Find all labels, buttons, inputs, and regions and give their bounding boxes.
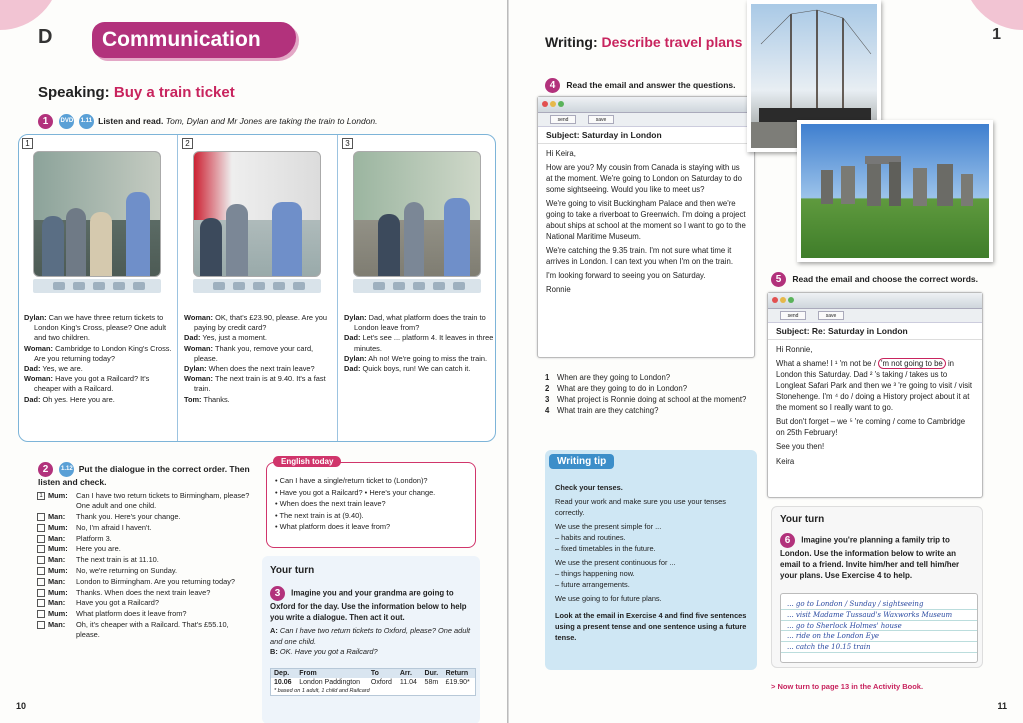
frame-number: 2 bbox=[182, 138, 193, 149]
speaker: Man: bbox=[48, 598, 66, 608]
speaker: Man: bbox=[48, 533, 66, 543]
speaker: Mum: bbox=[48, 587, 68, 597]
order-checkbox[interactable] bbox=[37, 621, 45, 629]
writing-tip-box bbox=[545, 450, 757, 670]
order-checkbox[interactable] bbox=[37, 610, 45, 618]
line-text: No, we're returning on Sunday. bbox=[76, 565, 178, 575]
list-item bbox=[37, 598, 252, 608]
line-text: Have you got a Railcard? bbox=[76, 598, 159, 608]
exercise-6-instruction: 6 Imagine you're planning a family trip to London. Use the information below to write an email to a friend. Invite him/her and tell him/her your plans. Use Exercise 4 to help. bbox=[780, 535, 960, 580]
order-checkbox[interactable] bbox=[37, 567, 45, 575]
video-still[interactable] bbox=[193, 151, 321, 277]
list-item: 1 When are they going to London? bbox=[545, 373, 671, 382]
list-item bbox=[37, 555, 252, 565]
speaker: Mum: bbox=[48, 544, 68, 554]
email-body: Hi Ronnie, What a shame! I ¹ 'm not be / 'm not going to be in London this Saturday. Dad ² 's taking / takes us to Longleat Safari Park and then we ³ 're going to visit / visit Stonehenge. I'm ⁴ do / doing a History project about it at the moment so I really want to go. But don't forget – we ⁵ 're coming / come to Cambridge on 25th February! See you then! Keira bbox=[776, 345, 973, 466]
exercise-number: 6 bbox=[780, 533, 795, 548]
exercise-1-instruction bbox=[38, 114, 378, 129]
email-toolbar bbox=[538, 113, 754, 127]
english-today-tag: English today bbox=[273, 456, 341, 467]
speaking-accent: Buy a train ticket bbox=[113, 84, 235, 101]
train-timetable: Dep. From To Arr. Dur. Return 10.06 London Paddington Oxford 11.04 58m £19.90* * based on 1 adult, 1 child and Railcard bbox=[270, 668, 476, 696]
speaker: Man: bbox=[48, 512, 66, 521]
section-letter: D bbox=[38, 26, 53, 48]
story-frame-1 bbox=[19, 135, 178, 441]
writing-tip-body: Check your tenses. Read your work and make sure you use your tenses correctly. We use the present simple for ... – habits and routines. – fixed timetables in the future. We use the present continuous for ... – things happening now. – future arrangements. We use going to for future plans. Look at the email in Exercise 4 and find five sentences using a present tense and one sentence using a future tense. bbox=[555, 483, 747, 642]
email-subject: Subject: Re: Saturday in London bbox=[768, 323, 982, 340]
page-number: 11 bbox=[997, 701, 1007, 711]
speaking-heading bbox=[38, 84, 235, 101]
send-button[interactable]: send bbox=[550, 115, 576, 124]
order-checkbox[interactable] bbox=[37, 545, 45, 553]
chapter-number: 1 bbox=[992, 26, 1001, 43]
line-text: Oh, it's cheaper with a Railcard. That's £55.10, please. bbox=[76, 619, 229, 640]
frame-1-dialogue: Dylan: Can we have three return tickets to London King's Cross, please? One adult and two children. Woman: Cambridge to London King's Cross. Are you returning today? Dad: Yes, we are. Woman: Have you got a Railcard? It's cheaper with a Railcard. Dad: Oh yes. Here you are. bbox=[24, 313, 172, 404]
list-item bbox=[37, 544, 252, 554]
save-button[interactable]: save bbox=[818, 311, 844, 320]
order-checkbox[interactable] bbox=[37, 556, 45, 564]
instruction-text: Listen and read. bbox=[98, 115, 164, 126]
order-checkbox[interactable] bbox=[37, 599, 45, 607]
exercise-number: 3 bbox=[270, 586, 285, 601]
speaker: Mum: bbox=[48, 609, 68, 619]
list-item bbox=[37, 491, 252, 511]
email-window-1 bbox=[537, 96, 755, 358]
exercise-3-instruction: 3 Imagine you and your grandma are going to Oxford for the day. Use the information below to help you write a dialogue. Then act it out. bbox=[270, 588, 467, 622]
activity-book-link[interactable]: > Now turn to page 13 in the Activity Book. bbox=[771, 682, 924, 691]
speaker: Mum: bbox=[48, 491, 68, 500]
exercise-number: 2 bbox=[38, 462, 53, 477]
page-number: 10 bbox=[16, 701, 27, 711]
english-today-box bbox=[266, 457, 476, 548]
handwritten-notes bbox=[780, 593, 978, 663]
writing-tip-tag: Writing tip bbox=[549, 454, 614, 469]
speaker: Man: bbox=[48, 619, 66, 629]
order-checkbox[interactable] bbox=[37, 535, 45, 543]
line-text: No, I'm afraid I haven't. bbox=[76, 522, 152, 532]
save-button[interactable]: save bbox=[588, 115, 614, 124]
frame-number: 1 bbox=[22, 138, 33, 149]
phrase-item: • Have you got a Railcard? • Here's your change. bbox=[275, 487, 436, 497]
list-item bbox=[37, 620, 252, 640]
speaker: Mum: bbox=[48, 522, 68, 532]
table-row: 10.06 London Paddington Oxford 11.04 58m £19.90* bbox=[274, 679, 470, 686]
stonehenge-photo bbox=[797, 120, 993, 262]
video-still[interactable] bbox=[33, 151, 161, 277]
line-text: The next train is at 11.10. bbox=[76, 555, 159, 565]
audio-track-icon: 1.12 bbox=[59, 462, 74, 477]
circled-answer: 'm not going to be bbox=[878, 358, 946, 369]
phrase-item: • What platform does it leave from? bbox=[275, 522, 391, 531]
list-item bbox=[37, 566, 252, 576]
your-turn-box bbox=[262, 556, 480, 723]
email-toolbar bbox=[768, 309, 982, 323]
list-item bbox=[37, 588, 252, 598]
dialogue-order-list bbox=[37, 491, 252, 641]
speaker: Mum: bbox=[48, 565, 68, 575]
video-controls[interactable] bbox=[33, 279, 161, 293]
line-text: Platform 3. bbox=[76, 533, 112, 543]
section-title: Communication bbox=[92, 22, 296, 58]
email-body: Hi Keira, How are you? My cousin from Canada is staying with us at the moment. We're going to London on Saturday to do some sightseeing. Would you like to meet us? We're going to visit Buckingham Palace and then we're going to take a riverboat to Greenwich. I'm doing a project about ships at school at the moment so I want to go to the National Maritime Museum. We're catching the 9.35 train. I'm not sure what time it arrives in London. I can text you when I'm on the train. I'm looking forward to seeing you on Saturday. Ronnie bbox=[546, 149, 746, 294]
line-text: Thank you. Here's your change. bbox=[76, 512, 181, 521]
speaker: Man: bbox=[48, 555, 66, 565]
list-item bbox=[37, 512, 252, 522]
line-text: Thanks. When does the next train leave? bbox=[76, 587, 211, 597]
line-text: London to Birmingham. Are you returning today? bbox=[76, 576, 235, 586]
note-line: ... catch the 10.15 train bbox=[781, 642, 977, 653]
audio-track-icon: 1.11 bbox=[79, 114, 94, 129]
dvd-icon: DVD bbox=[59, 114, 74, 129]
line-text: What platform does it leave from? bbox=[76, 609, 187, 619]
your-turn-title: Your turn bbox=[270, 565, 315, 576]
list-item bbox=[37, 534, 252, 544]
video-controls[interactable] bbox=[193, 279, 321, 293]
exercise-4-instruction: 4 Read the email and answer the questions. bbox=[545, 78, 735, 93]
note-line: ... ride on the London Eye bbox=[781, 631, 977, 642]
list-item bbox=[37, 523, 252, 533]
instruction-context: Tom, Dylan and Mr Jones are taking the train to London. bbox=[165, 115, 378, 126]
your-turn-title: Your turn bbox=[780, 514, 825, 525]
window-titlebar bbox=[538, 97, 754, 113]
story-frame-3 bbox=[339, 135, 496, 441]
your-turn-box bbox=[771, 506, 983, 668]
order-checkbox[interactable]: 1 bbox=[37, 492, 45, 500]
order-checkbox[interactable] bbox=[37, 589, 45, 597]
dialogue-example: A: Can I have two return tickets to Oxford, please? One adult and one child. B: OK. Have you got a Railcard? bbox=[270, 626, 471, 656]
speaker: Man: bbox=[48, 576, 66, 586]
video-controls[interactable] bbox=[353, 279, 481, 293]
phrase-item: • When does the next train leave? bbox=[275, 499, 386, 508]
exercise-2-instruction: 2 1.12 Put the dialogue in the correct order. Then listen and check. bbox=[38, 463, 250, 487]
list-item: 2 What are they going to do in London? bbox=[545, 384, 688, 393]
exercise-number: 1 bbox=[38, 114, 53, 129]
list-item: 3 What project is Ronnie doing at school at the moment? bbox=[545, 395, 747, 404]
video-still[interactable] bbox=[353, 151, 481, 277]
line-text: Here you are. bbox=[76, 544, 121, 554]
writing-heading: Writing: Describe travel plans bbox=[545, 34, 743, 50]
frame-3-dialogue: Dylan: Dad, what platform does the train to London leave from? Dad: Let's see ... platform 4. It leaves in three minutes. Dylan: Ah no! We're going to miss the train. Dad: Quick boys, run! We can catch it. bbox=[344, 313, 494, 374]
speaking-prefix: Speaking: bbox=[38, 84, 110, 101]
questions-list bbox=[545, 372, 755, 416]
order-checkbox[interactable] bbox=[37, 513, 45, 521]
phrase-item: • Can I have a single/return ticket to (London)? bbox=[275, 476, 428, 485]
phrase-item: • The next train is at (9.40). bbox=[275, 510, 364, 520]
send-button[interactable]: send bbox=[780, 311, 806, 320]
note-line: ... go to Sherlock Holmes' house bbox=[781, 621, 977, 632]
email-subject: Subject: Saturday in London bbox=[538, 127, 754, 144]
table-note: * based on 1 adult, 1 child and Railcard bbox=[274, 688, 370, 694]
story-frames bbox=[18, 134, 496, 442]
right-page bbox=[509, 0, 1023, 723]
window-titlebar bbox=[768, 293, 982, 309]
exercise-number: 5 bbox=[771, 272, 786, 287]
list-item bbox=[37, 609, 252, 619]
frame-number: 3 bbox=[342, 138, 353, 149]
line-text: Can I have two return tickets to Birmingham, please? One adult and one child. bbox=[76, 491, 250, 511]
list-item bbox=[37, 577, 252, 587]
exercise-number: 4 bbox=[545, 78, 560, 93]
exercise-5-instruction: 5 Read the email and choose the correct words. bbox=[771, 272, 1016, 287]
list-item: 4 What train are they catching? bbox=[545, 406, 659, 415]
left-page bbox=[0, 0, 508, 723]
order-checkbox[interactable] bbox=[37, 578, 45, 586]
note-line: ... visit Madame Tussaud's Waxworks Museum bbox=[781, 610, 977, 621]
story-frame-2 bbox=[179, 135, 338, 441]
frame-2-dialogue: Woman: OK, that's £23.90, please. Are you paying by credit card? Dad: Yes, just a moment. Woman: Thank you, remove your card, please. Dylan: When does the next train leave? Woman: The next train is at 9.40. It's a fast train. Tom: Thanks. bbox=[184, 313, 328, 404]
note-line: ... go to London / Sunday / sightseeing bbox=[781, 599, 977, 610]
email-window-2 bbox=[767, 292, 983, 498]
order-checkbox[interactable] bbox=[37, 524, 45, 532]
